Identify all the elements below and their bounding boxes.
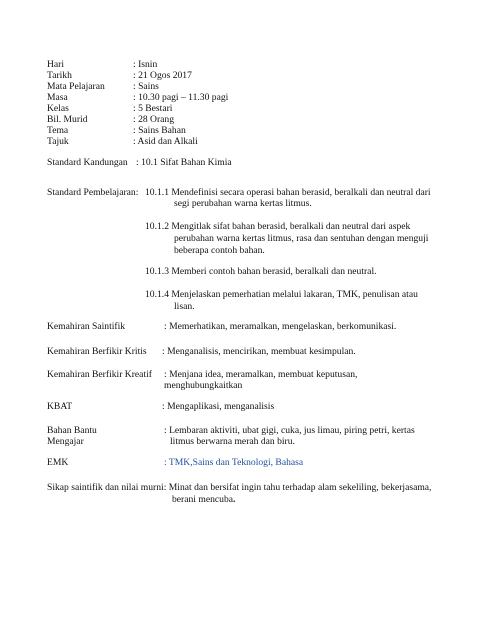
sp-item-2-line1: 10.1.2 Mengitlak sifat bahan berasid, beralkali dan neutral dari aspek: [145, 221, 411, 232]
sp-item-1-line1: 10.1.1 Mendefinisi secara operasi bahan berasid, beralkali dan neutral dari: [145, 187, 431, 198]
hari-label: Hari: [47, 59, 65, 70]
tajuk-label: Tajuk: [47, 136, 69, 147]
standard-pembelajaran-label: Standard Pembelajaran:: [47, 187, 139, 198]
tema-label: Tema: [47, 125, 69, 136]
bahan-bantu-value-line2: litmus berwarna merah dan biru.: [170, 436, 295, 447]
standard-kandungan-label: Standard Kandungan: [47, 157, 128, 168]
sp-item-4-line1: 10.1.4 Menjelaskan pemerhatian melalui lakaran, TMK, penulisan atau: [145, 289, 418, 300]
sp-item-2-line2: perubahan warna kertas litmus, rasa dan sentuhan dengan menguji: [174, 233, 429, 244]
tajuk-value: : Asid dan Alkali: [133, 136, 198, 147]
sikap-saintifik-period: .: [233, 494, 236, 505]
sp-item-2-line3: beberapa contoh bahan.: [174, 245, 265, 256]
standard-kandungan-value: : 10.1 Sifat Bahan Kimia: [136, 157, 232, 168]
tarikh-value: : 21 Ogos 2017: [133, 70, 192, 81]
kemahiran-berfikir-kritis-label: Kemahiran Berfikir Kritis: [47, 346, 147, 357]
kbat-value: : Mengaplikasi, menganalisis: [162, 401, 275, 412]
mata-pelajaran-label: Mata Pelajaran: [47, 81, 105, 92]
tema-value: : Sains Bahan: [133, 125, 186, 136]
bil-murid-label: Bil. Murid: [47, 114, 88, 125]
sikap-saintifik-line1: Sikap saintifik dan nilai murni: Minat dan bersifat ingin tahu terhadap alam sekeliling, bekerjasama,: [47, 482, 432, 493]
masa-value: : 10.30 pagi – 11.30 pagi: [133, 92, 229, 103]
kemahiran-berfikir-kreatif-value-line1: : Menjana idea, meramalkan, membuat keputusan,: [164, 369, 358, 380]
bahan-bantu-label-line1: Bahan Bantu: [47, 425, 97, 436]
tarikh-label: Tarikh: [47, 70, 72, 81]
bil-murid-value: : 28 Orang: [133, 114, 175, 125]
sikap-saintifik-line2-text: berani mencuba: [172, 494, 233, 505]
sikap-saintifik-line2: [172, 495, 235, 505]
mata-pelajaran-value: : Sains: [133, 81, 159, 92]
emk-label: EMK: [47, 457, 69, 468]
emk-value: : TMK,Sains dan Teknologi, Bahasa: [164, 457, 304, 468]
sp-item-4-line2: lisan.: [174, 301, 195, 312]
sp-item-3-line1: 10.1.3 Memberi contoh bahan berasid, beralkali dan neutral.: [145, 266, 377, 277]
masa-label: Masa: [47, 92, 68, 103]
kelas-label: Kelas: [47, 103, 69, 114]
hari-value: : Isnin: [133, 59, 158, 70]
kemahiran-berfikir-kreatif-label: Kemahiran Berfikir Kreatif: [47, 369, 152, 380]
sp-item-1-line2: segi perubahan warna kertas litmus.: [174, 198, 312, 209]
kbat-label: KBAT: [47, 401, 73, 412]
kemahiran-berfikir-kritis-value: : Menganalisis, mencirikan, membuat kesimpulan.: [162, 346, 356, 357]
kemahiran-berfikir-kreatif-value-line2: menghubungkaitkan: [164, 380, 243, 391]
bahan-bantu-label-line2: Mengajar: [47, 436, 84, 447]
bahan-bantu-value-line1: : Lembaran aktiviti, ubat gigi, cuka, jus limau, piring petri, kertas: [164, 425, 415, 436]
kelas-value: : 5 Bestari: [133, 103, 173, 114]
kemahiran-saintifik-label: Kemahiran Saintifik: [47, 321, 126, 332]
kemahiran-saintifik-value: : Memerhatikan, meramalkan, mengelaskan, berkomunikasi.: [164, 321, 397, 332]
